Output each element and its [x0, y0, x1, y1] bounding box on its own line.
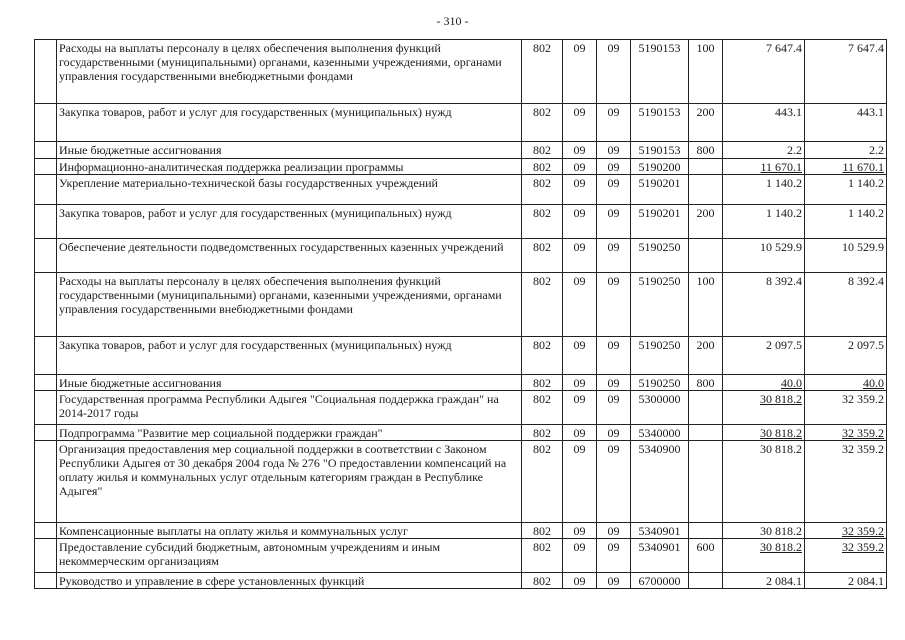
row-subsection-code: 09 — [597, 573, 631, 589]
row-name: Компенсационные выплаты на оплату жилья и коммунальных услуг — [57, 523, 522, 539]
row-section-code: 09 — [563, 523, 597, 539]
row-subsection-code: 09 — [597, 142, 631, 159]
row-subsection-code: 09 — [597, 523, 631, 539]
row-ved-code: 802 — [522, 573, 563, 589]
row-amount-2: 32 359.2 — [805, 425, 887, 441]
row-ved-code: 802 — [522, 175, 563, 205]
row-expense-type-code: 200 — [689, 104, 723, 142]
row-amount-2: 8 392.4 — [805, 273, 887, 337]
row-subsection-code: 09 — [597, 441, 631, 523]
row-section-code: 09 — [563, 573, 597, 589]
row-target-code: 5340901 — [631, 539, 689, 573]
row-amount-2: 40.0 — [805, 375, 887, 391]
row-ved-code: 802 — [522, 539, 563, 573]
row-name: Руководство и управление в сфере установленных функций — [57, 573, 522, 589]
row-name: Подпрограмма "Развитие мер социальной поддержки граждан" — [57, 425, 522, 441]
table-row — [35, 273, 887, 337]
row-section-code: 09 — [563, 239, 597, 273]
row-expense-type-code — [689, 175, 723, 205]
row-subsection-code: 09 — [597, 539, 631, 573]
table-row — [35, 425, 887, 441]
row-name: Закупка товаров, работ и услуг для государственных (муниципальных) нужд — [57, 337, 522, 375]
row-amount-1: 11 670.1 — [723, 159, 805, 175]
row-margin-cell — [35, 205, 57, 239]
row-amount-1: 2.2 — [723, 142, 805, 159]
row-margin-cell — [35, 239, 57, 273]
table-row — [35, 159, 887, 175]
row-ved-code: 802 — [522, 159, 563, 175]
table-row — [35, 391, 887, 425]
row-name: Укрепление материально-технической базы государственных учреждений — [57, 175, 522, 205]
row-section-code: 09 — [563, 205, 597, 239]
row-target-code: 5190250 — [631, 337, 689, 375]
row-section-code: 09 — [563, 441, 597, 523]
row-amount-2: 32 359.2 — [805, 539, 887, 573]
row-name: Закупка товаров, работ и услуг для государственных (муниципальных) нужд — [57, 104, 522, 142]
row-amount-1: 443.1 — [723, 104, 805, 142]
row-expense-type-code: 100 — [689, 273, 723, 337]
row-expense-type-code — [689, 573, 723, 589]
row-amount-1: 2 097.5 — [723, 337, 805, 375]
row-margin-cell — [35, 175, 57, 205]
row-subsection-code: 09 — [597, 391, 631, 425]
row-name: Обеспечение деятельности подведомственных государственных казенных учреждений — [57, 239, 522, 273]
table-row — [35, 205, 887, 239]
row-subsection-code: 09 — [597, 239, 631, 273]
row-target-code: 5190201 — [631, 175, 689, 205]
row-subsection-code: 09 — [597, 337, 631, 375]
page-number: - 310 - — [436, 14, 469, 28]
row-expense-type-code — [689, 425, 723, 441]
row-section-code: 09 — [563, 273, 597, 337]
row-margin-cell — [35, 441, 57, 523]
row-expense-type-code: 600 — [689, 539, 723, 573]
row-amount-2: 11 670.1 — [805, 159, 887, 175]
row-expense-type-code: 800 — [689, 375, 723, 391]
row-name: Расходы на выплаты персоналу в целях обеспечения выполнения функций государственными (муниципальными) органами, казенными учреждениями, органами управления государственными внебюджетными фондами — [57, 40, 522, 104]
row-ved-code: 802 — [522, 104, 563, 142]
row-target-code: 5190153 — [631, 104, 689, 142]
row-margin-cell — [35, 337, 57, 375]
table-row — [35, 239, 887, 273]
row-target-code: 5190200 — [631, 159, 689, 175]
row-target-code: 5190250 — [631, 239, 689, 273]
row-margin-cell — [35, 391, 57, 425]
row-amount-1: 30 818.2 — [723, 539, 805, 573]
row-name: Информационно-аналитическая поддержка реализации программы — [57, 159, 522, 175]
row-amount-2: 32 359.2 — [805, 523, 887, 539]
row-amount-2: 1 140.2 — [805, 205, 887, 239]
row-amount-1: 30 818.2 — [723, 523, 805, 539]
row-ved-code: 802 — [522, 337, 563, 375]
row-margin-cell — [35, 40, 57, 104]
row-target-code: 5340900 — [631, 441, 689, 523]
row-target-code: 5190201 — [631, 205, 689, 239]
row-subsection-code: 09 — [597, 273, 631, 337]
row-amount-1: 2 084.1 — [723, 573, 805, 589]
row-amount-1: 10 529.9 — [723, 239, 805, 273]
row-target-code: 5340000 — [631, 425, 689, 441]
row-ved-code: 802 — [522, 375, 563, 391]
row-subsection-code: 09 — [597, 104, 631, 142]
row-amount-2: 32 359.2 — [805, 391, 887, 425]
row-expense-type-code: 800 — [689, 142, 723, 159]
row-expense-type-code: 100 — [689, 40, 723, 104]
row-amount-1: 30 818.2 — [723, 425, 805, 441]
row-amount-1: 8 392.4 — [723, 273, 805, 337]
row-target-code: 5340901 — [631, 523, 689, 539]
row-section-code: 09 — [563, 175, 597, 205]
row-amount-2: 10 529.9 — [805, 239, 887, 273]
row-ved-code: 802 — [522, 391, 563, 425]
row-subsection-code: 09 — [597, 175, 631, 205]
row-amount-2: 2.2 — [805, 142, 887, 159]
row-amount-1: 30 818.2 — [723, 441, 805, 523]
row-amount-2: 2 097.5 — [805, 337, 887, 375]
budget-rows — [35, 40, 887, 589]
row-ved-code: 802 — [522, 523, 563, 539]
row-expense-type-code: 200 — [689, 337, 723, 375]
row-section-code: 09 — [563, 40, 597, 104]
row-amount-2: 7 647.4 — [805, 40, 887, 104]
row-ved-code: 802 — [522, 205, 563, 239]
row-subsection-code: 09 — [597, 375, 631, 391]
row-expense-type-code — [689, 391, 723, 425]
row-expense-type-code — [689, 159, 723, 175]
row-margin-cell — [35, 523, 57, 539]
row-amount-1: 30 818.2 — [723, 391, 805, 425]
table-row — [35, 375, 887, 391]
row-margin-cell — [35, 142, 57, 159]
table-row — [35, 523, 887, 539]
row-target-code: 5300000 — [631, 391, 689, 425]
row-section-code: 09 — [563, 142, 597, 159]
row-ved-code: 802 — [522, 239, 563, 273]
row-margin-cell — [35, 573, 57, 589]
row-margin-cell — [35, 539, 57, 573]
row-expense-type-code: 200 — [689, 205, 723, 239]
row-target-code: 6700000 — [631, 573, 689, 589]
row-margin-cell — [35, 375, 57, 391]
row-ved-code: 802 — [522, 441, 563, 523]
row-name: Государственная программа Республики Адыгея "Социальная поддержка граждан" на 2014-2017 годы — [57, 391, 522, 425]
row-section-code: 09 — [563, 425, 597, 441]
row-section-code: 09 — [563, 104, 597, 142]
table-row — [35, 142, 887, 159]
row-ved-code: 802 — [522, 273, 563, 337]
row-amount-2: 32 359.2 — [805, 441, 887, 523]
row-amount-2: 1 140.2 — [805, 175, 887, 205]
row-expense-type-code — [689, 523, 723, 539]
row-subsection-code: 09 — [597, 40, 631, 104]
row-amount-2: 2 084.1 — [805, 573, 887, 589]
row-margin-cell — [35, 425, 57, 441]
row-amount-1: 7 647.4 — [723, 40, 805, 104]
row-margin-cell — [35, 273, 57, 337]
row-name: Иные бюджетные ассигнования — [57, 142, 522, 159]
row-amount-2: 443.1 — [805, 104, 887, 142]
table-row — [35, 573, 887, 589]
row-ved-code: 802 — [522, 142, 563, 159]
row-section-code: 09 — [563, 375, 597, 391]
row-section-code: 09 — [563, 391, 597, 425]
row-amount-1: 40.0 — [723, 375, 805, 391]
row-section-code: 09 — [563, 337, 597, 375]
row-expense-type-code — [689, 441, 723, 523]
row-amount-1: 1 140.2 — [723, 205, 805, 239]
row-section-code: 09 — [563, 159, 597, 175]
row-amount-1: 1 140.2 — [723, 175, 805, 205]
row-name: Предоставление субсидий бюджетным, автономным учреждениям и иным некоммерческим организациям — [57, 539, 522, 573]
row-name: Расходы на выплаты персоналу в целях обеспечения выполнения функций государственными (муниципальными) органами, казенными учреждениями, органами управления государственными внебюджетными фондами — [57, 273, 522, 337]
row-name: Организация предоставления мер социальной поддержки в соответствии с Законом Республики Адыгея от 30 декабря 2004 года № 276 "О предоставлении компенсаций на оплату жилья и коммунальных услуг отдельным категориям граждан в Республике Адыгея" — [57, 441, 522, 523]
row-subsection-code: 09 — [597, 205, 631, 239]
row-subsection-code: 09 — [597, 159, 631, 175]
row-name: Иные бюджетные ассигнования — [57, 375, 522, 391]
row-target-code: 5190153 — [631, 142, 689, 159]
table-row — [35, 175, 887, 205]
row-target-code: 5190250 — [631, 375, 689, 391]
row-margin-cell — [35, 104, 57, 142]
row-margin-cell — [35, 159, 57, 175]
table-row — [35, 441, 887, 523]
table-row — [35, 539, 887, 573]
row-target-code: 5190153 — [631, 40, 689, 104]
table-row — [35, 104, 887, 142]
budget-table — [34, 39, 887, 589]
row-ved-code: 802 — [522, 425, 563, 441]
table-row — [35, 40, 887, 104]
row-target-code: 5190250 — [631, 273, 689, 337]
table-row — [35, 337, 887, 375]
row-subsection-code: 09 — [597, 425, 631, 441]
row-name: Закупка товаров, работ и услуг для государственных (муниципальных) нужд — [57, 205, 522, 239]
row-ved-code: 802 — [522, 40, 563, 104]
row-section-code: 09 — [563, 539, 597, 573]
row-expense-type-code — [689, 239, 723, 273]
